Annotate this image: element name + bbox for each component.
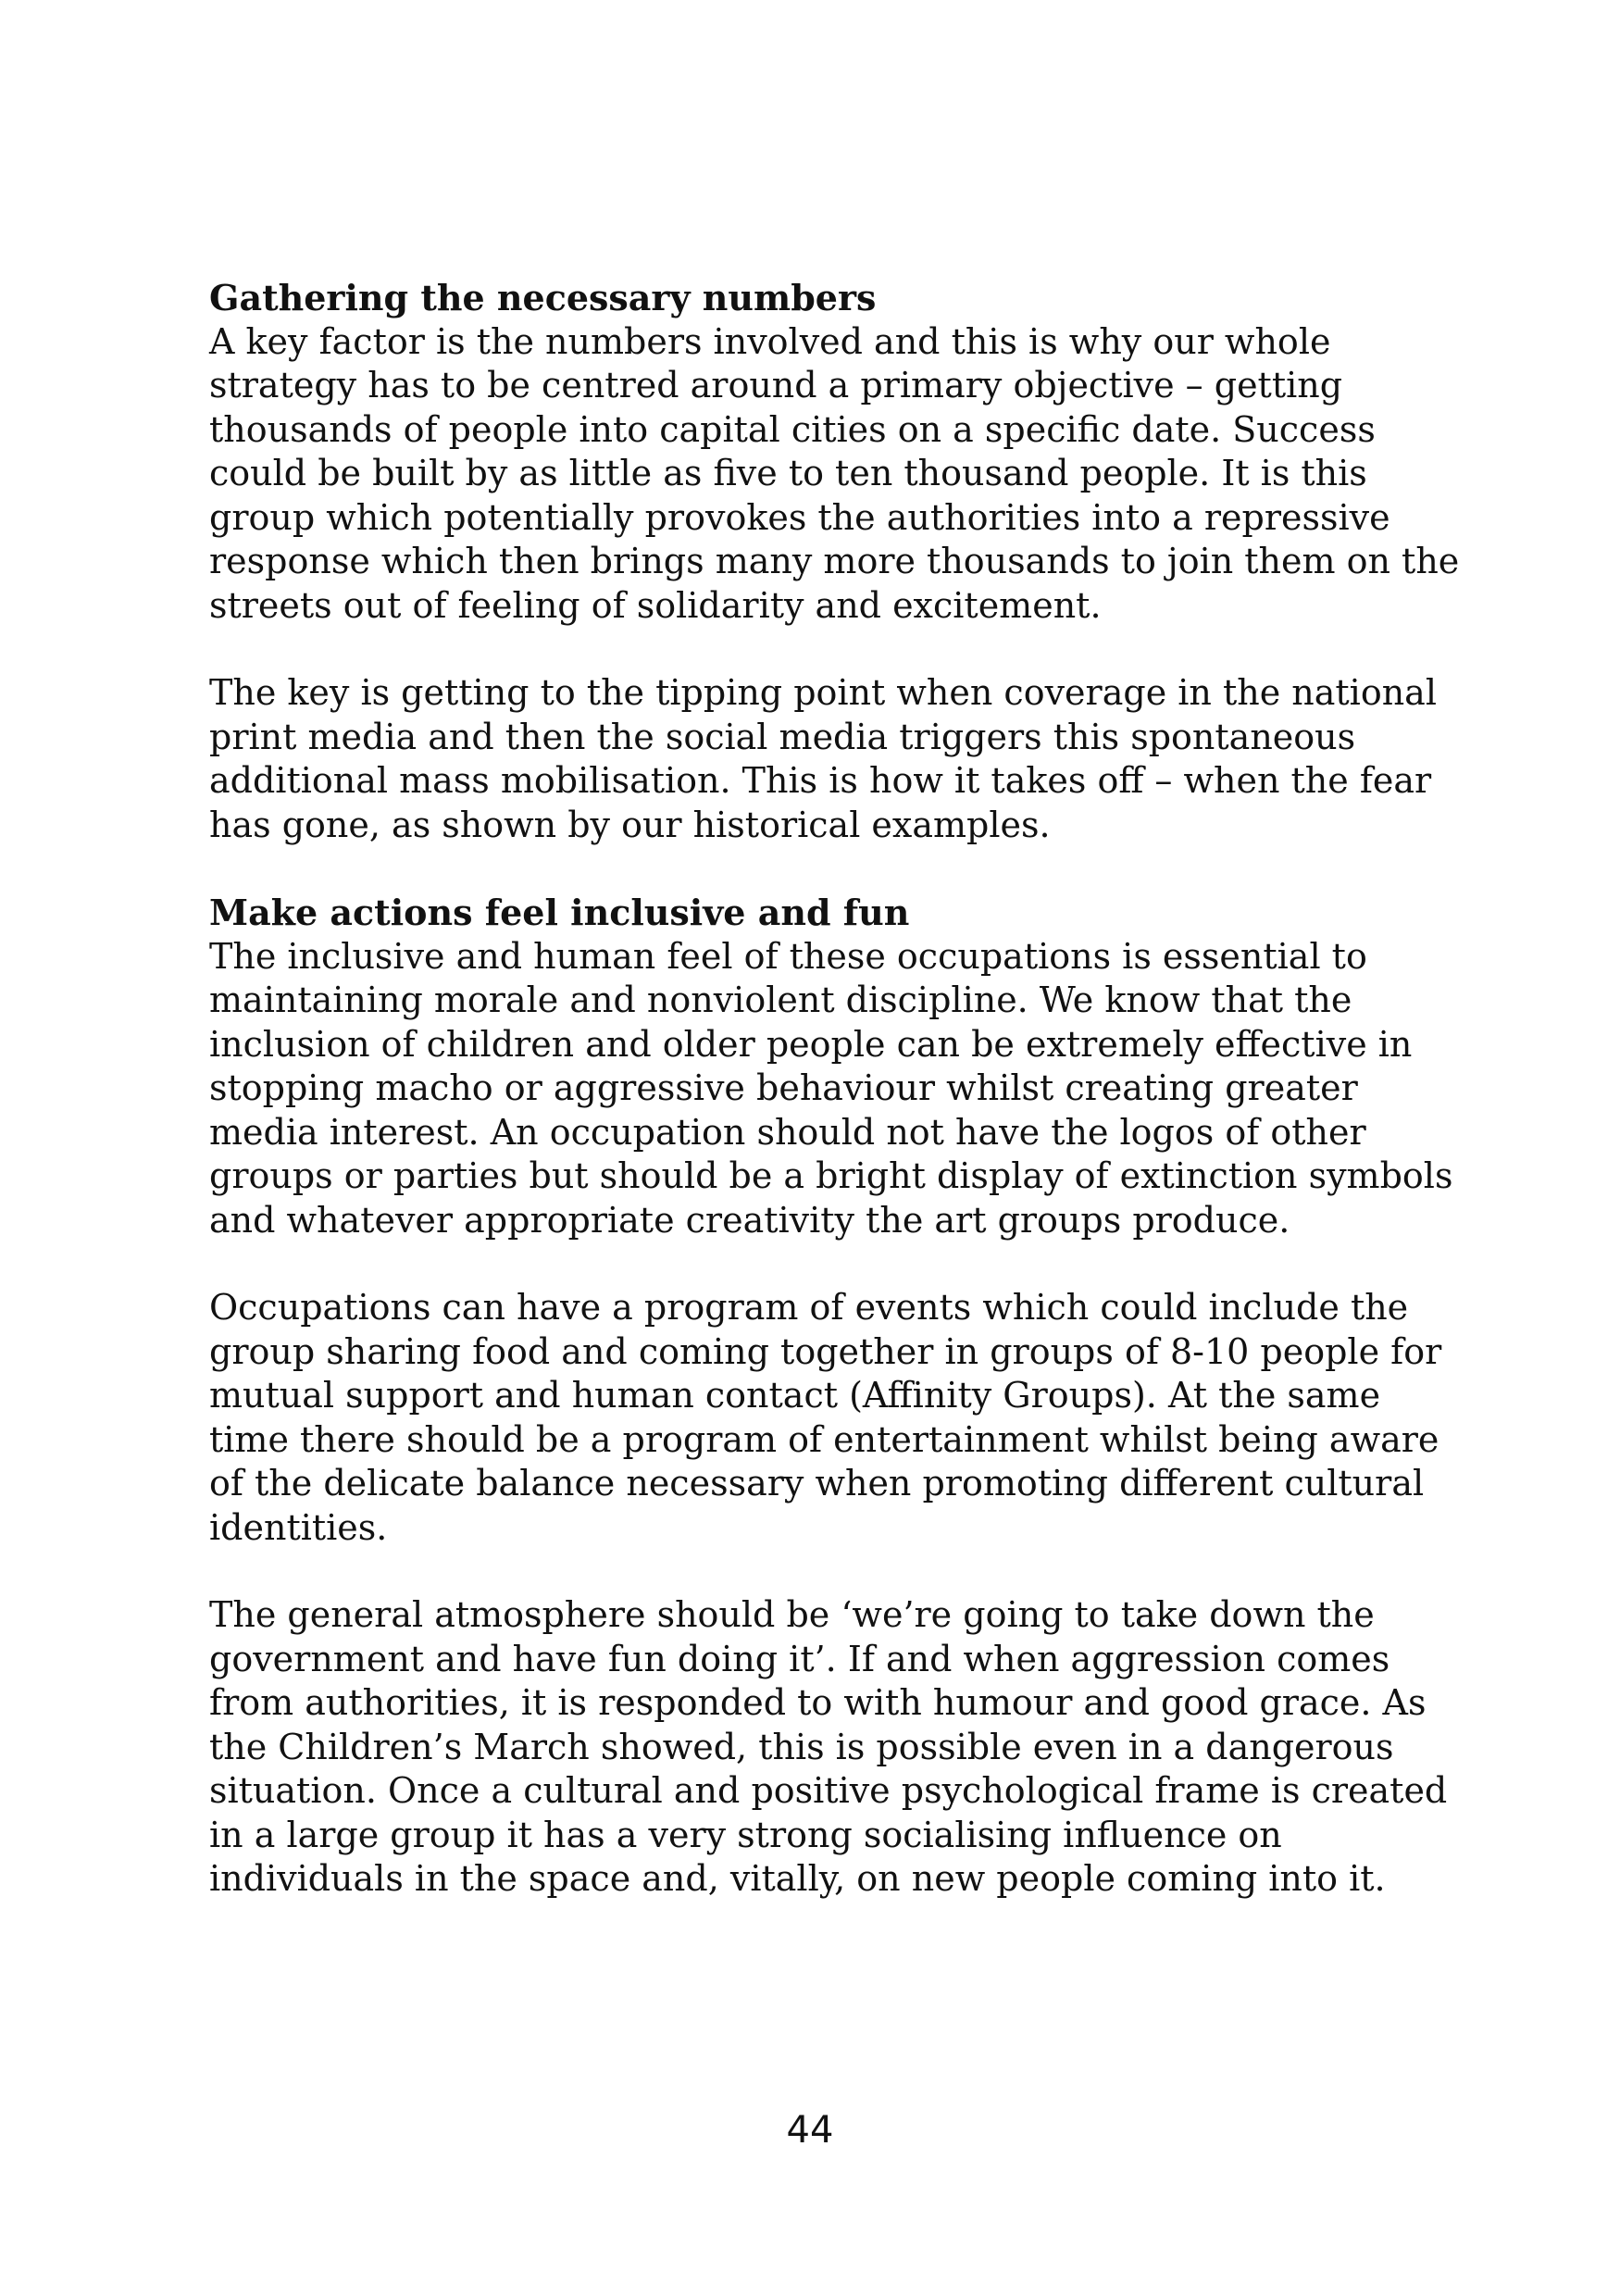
section-heading: Make actions feel inclusive and fun [209,892,910,933]
text-line: in a large group it has a very strong socialising influence on [209,1814,1282,1855]
text-line: maintaining morale and nonviolent discipline. We know that the [209,980,1352,1020]
text-line: inclusion of children and older people can be extremely effective in [209,1023,1413,1065]
text-line: group which potentially provokes the authorities into a repressive [209,496,1390,538]
text-line: The general atmosphere should be ‘we’re going to take down the [209,1594,1375,1635]
text-line: media interest. An occupation should not have the logos of other [209,1111,1366,1153]
text-line: The inclusive and human feel of these occupations is essential to [209,935,1367,977]
text-line: group sharing food and coming together in groups of 8-10 people for [209,1330,1442,1372]
text-line: groups or parties but should be a bright display of extinction symbols [209,1155,1453,1196]
text-line: government and have fun doing it’. If and when aggression comes [209,1638,1390,1679]
text-line: has gone, as shown by our historical examples. [209,804,1051,845]
text-line: and whatever appropriate creativity the art groups produce. [209,1199,1290,1241]
paragraph [209,320,1460,629]
text-line: print media and then the social media triggers this spontaneous [209,716,1356,757]
text-line: streets out of feeling of solidarity and excitement. [209,584,1102,626]
text-line: time there should be a program of entertainment whilst being aware [209,1418,1439,1460]
section-heading: Gathering the necessary numbers [209,277,877,318]
page-number: 44 [786,2109,834,2152]
page-content [209,276,1460,1945]
text-line: additional mass mobilisation. This is how it takes off – when the fear [209,760,1432,801]
text-line: The key is getting to the tipping point when coverage in the national [209,672,1437,713]
text-line: mutual support and human contact (Affinity Groups). At the same [209,1375,1381,1416]
text-line: of the delicate balance necessary when promoting different cultural [209,1463,1425,1504]
paragraph [209,671,1437,847]
paragraph [209,1286,1442,1550]
text-line: situation. Once a cultural and positive psychological frame is created [209,1770,1448,1811]
text-line: thousands of people into capital cities on a specific date. Success [209,408,1376,450]
text-line: could be built by as little as five to ten thousand people. It is this [209,453,1367,493]
text-line: the Children’s March showed, this is possible even in a dangerous [209,1726,1394,1767]
section-inclusive-fun [209,891,1453,1902]
text-line: individuals in the space and, vitally, on new people coming into it. [209,1858,1386,1899]
text-line: from authorities, it is responded to with humour and good grace. As [209,1682,1427,1723]
section-gathering-numbers [209,276,1460,847]
text-line: identities. [209,1506,388,1548]
text-line: A key factor is the numbers involved and this is why our whole [209,320,1331,362]
text-line: response which then brings many more thousands to join them on the [209,541,1460,581]
text-line: strategy has to be centred around a primary objective – getting [209,365,1343,406]
paragraph [209,935,1453,1243]
paragraph [209,1593,1448,1902]
text-line: Occupations can have a program of events which could include the [209,1287,1409,1328]
text-line: stopping macho or aggressive behaviour whilst creating greater [209,1067,1358,1108]
